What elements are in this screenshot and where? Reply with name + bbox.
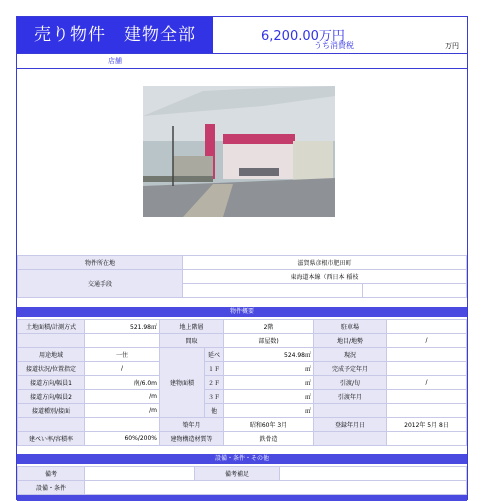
property-sheet (16, 16, 468, 500)
overview-table (17, 319, 467, 446)
registered-value: 2012年 5月 8日 (387, 418, 467, 432)
property-type: 店舗 (108, 57, 122, 65)
road-dir2-value: /m (85, 390, 160, 404)
parking-label: 駐車場 (314, 320, 387, 334)
handover-period-value: / (387, 376, 467, 390)
overview-bar: 物件概要 (17, 307, 467, 317)
floors-label: 地上階層 (160, 320, 224, 334)
tax-label: うち消費税 (314, 41, 354, 50)
other-floor-value: ㎡ (224, 404, 314, 418)
address-label: 物件所在地 (18, 256, 183, 270)
zoning-value: 一住 (85, 348, 160, 362)
road-dir1-value: 南/6.0m (85, 376, 160, 390)
registered-label: 登録年月日 (314, 418, 387, 432)
building-area-label: 建物面積 (160, 348, 205, 418)
road-status-value: / (85, 362, 160, 376)
parking-value (387, 320, 467, 334)
handover-date-label: 引渡年月 (314, 390, 387, 404)
land-category-value: / (387, 334, 467, 348)
floor1-value: ㎡ (224, 362, 314, 376)
handover-date-value (387, 390, 467, 404)
land-area-label: 土地面積/計測方式 (18, 320, 85, 334)
road-dir1-label: 接道方向/幅員1 (18, 376, 85, 390)
floor2-value: ㎡ (224, 376, 314, 390)
equipment-label: 設備・条件 (18, 481, 85, 495)
zoning-label: 用途地域 (18, 348, 85, 362)
location-table (17, 255, 467, 298)
note-label: 備考 (18, 467, 85, 481)
note-supp-label: 備考補足 (195, 467, 280, 481)
listing-title: 売り物件 建物全部 (17, 17, 213, 53)
land-category-label: 地目/地勢 (314, 334, 387, 348)
completion-label: 完成予定年月 (314, 362, 387, 376)
land-area-value: 521.98㎡ (85, 320, 160, 334)
transport-value: 東海道本線（西日本 稲枝 (183, 270, 467, 284)
transport-label: 交通手段 (18, 270, 183, 298)
bottom-band (17, 495, 467, 501)
property-type-row (17, 53, 467, 69)
price: 6,200.00万円 (261, 29, 345, 44)
road-status-label: 接道状況/位置指定 (18, 362, 85, 376)
note-supp-value (280, 467, 467, 481)
total-floor-value: 524.98㎡ (224, 348, 314, 362)
other-floor-label: 他 (205, 404, 224, 418)
total-floor-label: 延べ (205, 348, 224, 362)
address-value: 滋賀県彦根市肥田町 (183, 256, 467, 270)
status-label: 現況 (314, 348, 387, 362)
layout-value: 部屋数) (224, 334, 314, 348)
floor2-label: ２Ｆ (205, 376, 224, 390)
tax-unit: 万円 (445, 42, 459, 50)
equipment-value (85, 481, 467, 495)
facilities-bar: 設備・条件・その他 (17, 454, 467, 464)
facilities-table (17, 466, 467, 495)
layout-label: 間取 (160, 334, 224, 348)
coverage-label: 建ぺい率/容積率 (18, 432, 85, 446)
property-photo (143, 86, 335, 217)
completion-value (387, 362, 467, 376)
built-date-label: 築年月 (160, 418, 224, 432)
road-type-value: /m (85, 404, 160, 418)
structure-label: 建物構造材質等 (160, 432, 224, 446)
note-value (85, 467, 195, 481)
coverage-value: 60%/200% (85, 432, 160, 446)
status-value (387, 348, 467, 362)
structure-value: 鉄骨造 (224, 432, 314, 446)
handover-period-label: 引渡/旬 (314, 376, 387, 390)
road-dir2-label: 接道方向/幅員2 (18, 390, 85, 404)
floor3-label: ３Ｆ (205, 390, 224, 404)
floor1-label: １Ｆ (205, 362, 224, 376)
road-type-label: 接道種別/接面 (18, 404, 85, 418)
built-date-value: 昭和60年 3月 (224, 418, 314, 432)
floor3-value: ㎡ (224, 390, 314, 404)
floors-value: 2階 (224, 320, 314, 334)
